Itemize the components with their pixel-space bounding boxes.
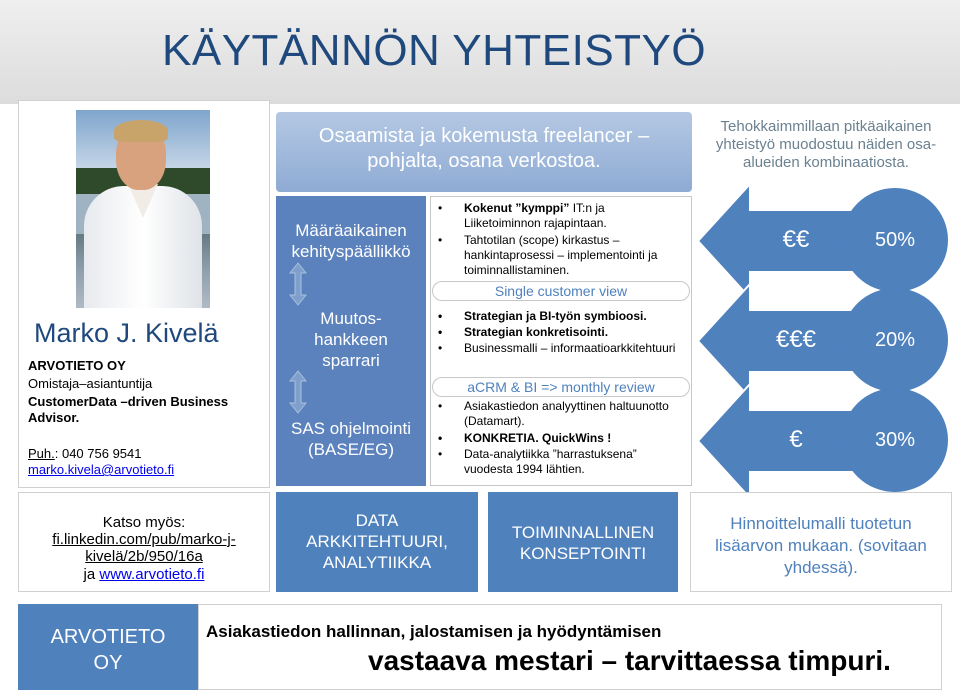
list-item: • Businessmalli – informaatioarkkitehtuuri [436, 341, 682, 356]
updown-arrow-icon [289, 262, 307, 306]
role-change-sparrer: Muutos-hankkeen sparrari [314, 309, 388, 370]
header-right: Tehokkaimmillaan pitkäaikainen yhteistyö muodostuu näiden osa-alueiden kombinaatiosta. [715, 118, 937, 171]
percent-circle: 30% [842, 388, 948, 492]
footer-tagline: vastaava mestari – tarvittaessa timpuri. [368, 645, 891, 676]
list-item: • Kokenut ”kymppi” IT:n ja Liiketoiminnon rajapintaan. [436, 201, 682, 231]
role-development-manager: Määräaikainen kehityspäällikkö [291, 221, 411, 261]
list-item: • Asiakastiedon analyyttinen haltuunotto (Datamart). [436, 399, 682, 429]
profile-photo [76, 110, 210, 308]
updown-arrow-icon [289, 370, 307, 414]
list-item: • KONKRETIA. QuickWins ! [436, 431, 682, 446]
percent-circle: 50% [842, 188, 948, 292]
footer-line1: Asiakastiedon hallinnan, jalostamisen ja hyödyntämisen [206, 622, 662, 641]
profile-role: Omistaja–asiantuntija [28, 376, 153, 391]
list-item: • Strategian ja BI-työn symbioosi. [436, 309, 682, 324]
footer-company: ARVOTIETO OY [18, 604, 198, 690]
list-item: • Tahtotilan (scope) kirkastus – hankintaprosessi – implementointi ja toiminnallistaminen. [436, 233, 682, 278]
page-title: KÄYTÄNNÖN YHTEISTYÖ [162, 26, 707, 75]
see-also-label: Katso myös: [102, 514, 186, 531]
percent-circle: 20% [842, 288, 948, 392]
website-line: ja www.arvotieto.fi [83, 566, 205, 583]
profile-company: ARVOTIETO OY [28, 358, 126, 373]
euro-symbol: €€€ [775, 326, 817, 353]
profile-expertise: CustomerData –driven Business Advisor. [28, 394, 229, 425]
profile-phone: Puh.: 040 756 9541 [28, 446, 142, 461]
area-functional-concept: TOIMINNALLINEN KONSEPTOINTI [488, 492, 678, 592]
euro-symbol: € [789, 426, 803, 453]
pricing-box: Hinnoittelumalli tuotetun lisäarvon mukaan. (sovitaan yhdessä). [690, 492, 952, 592]
section-label-acrm-bi: aCRM & BI => monthly review [432, 377, 690, 397]
header-center: Osaamista ja kokemusta freelancer –pohjalta, osana verkostoa. [318, 125, 650, 172]
section-label-single-customer-view: Single customer view [432, 281, 690, 301]
list-item: • Data-analytiikka ”harrastuksena” vuodesta 1994 lähtien. [436, 447, 682, 477]
profile-email-link[interactable]: marko.kivela@arvotieto.fi [28, 462, 175, 477]
website-link[interactable]: www.arvotieto.fi [99, 566, 205, 583]
role-sas-programming: SAS ohjelmointi (BASE/EG) [290, 419, 411, 459]
list-item: • Strategian konkretisointi. [436, 325, 682, 340]
euro-symbol: €€ [782, 226, 810, 253]
profile-name: Marko J. Kivelä [34, 318, 219, 348]
area-data-architecture: DATA ARKKITEHTUURI, ANALYTIIKKA [276, 492, 478, 592]
linkedin-link[interactable]: fi.linkedin.com/pub/marko-j-kivelä/2b/950/16a [52, 531, 236, 565]
